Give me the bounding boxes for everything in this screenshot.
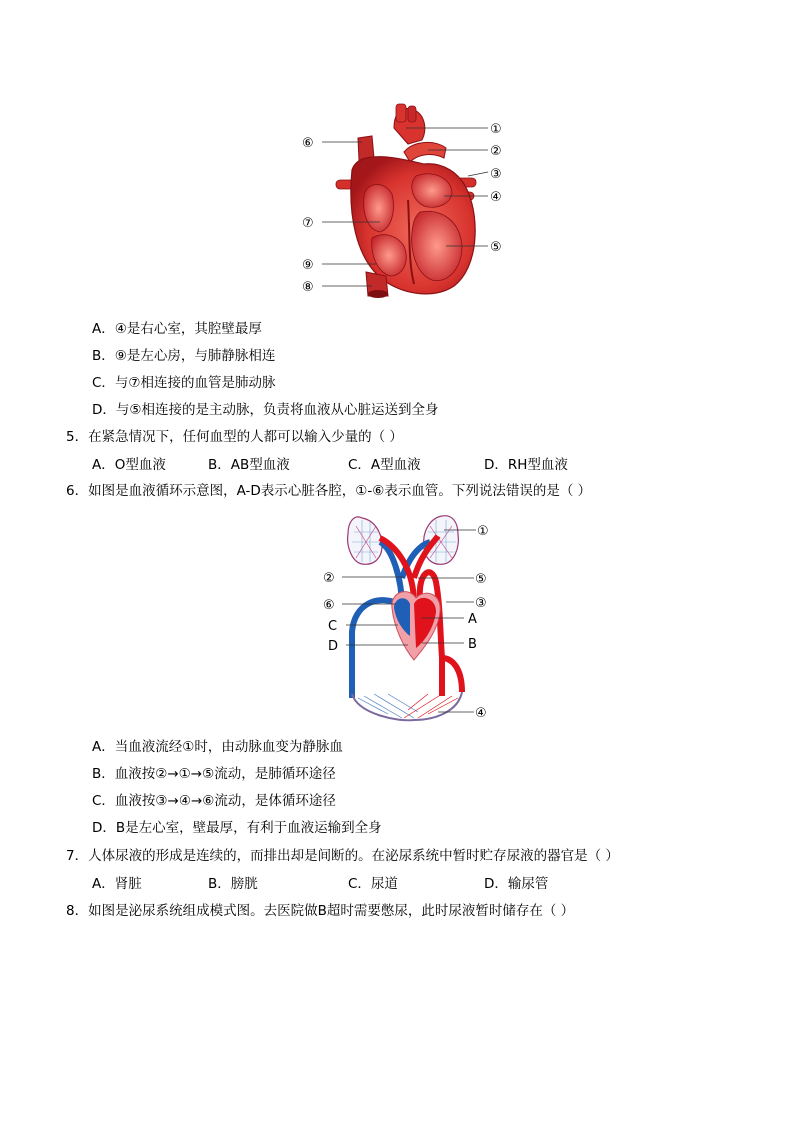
heart-label-3: ③	[490, 167, 502, 182]
q5-option-d: D．RH型血液	[484, 457, 568, 473]
circ-label-b: B	[468, 637, 477, 652]
q7-option-a: A．肾脏	[92, 876, 142, 892]
aorta-branch	[396, 104, 406, 122]
q5-option-b: B．AB型血液	[208, 457, 290, 473]
circ-label-5: ⑤	[475, 572, 487, 587]
q5-option-a: A．O型血液	[92, 457, 166, 473]
circ-label-d: D	[328, 639, 339, 654]
circ-label-6: ⑥	[323, 598, 335, 613]
heart-label-2: ②	[490, 144, 502, 159]
circulation-diagram	[318, 508, 498, 724]
q7-stem: 7．人体尿液的形成是连续的，而排出却是间断的。在泌尿系统中暂时贮存尿液的器官是（ ）	[66, 848, 619, 864]
q4-option-c: C．与⑦相连接的血管是肺动脉	[92, 375, 276, 391]
q4-option-b: B．⑨是左心房，与肺静脉相连	[92, 348, 276, 364]
heart-diagram	[296, 100, 526, 300]
q6-option-c: C．血液按③→④→⑥流动，是体循环途径	[92, 793, 336, 809]
heart-label-8: ⑧	[302, 280, 314, 295]
q4-option-a: A．④是右心室，其腔壁最厚	[92, 321, 262, 337]
pulmonary-artery	[404, 142, 446, 162]
q6-option-a: A．当血液流经①时，由动脉血变为静脉血	[92, 739, 343, 755]
heart-label-6: ⑥	[302, 136, 314, 151]
heart-label-1: ①	[490, 122, 502, 137]
q5-stem: 5．在紧急情况下，任何血型的人都可以输入少量的（ ）	[66, 429, 403, 445]
circ-label-c: C	[328, 619, 338, 634]
heart-label-4: ④	[490, 190, 502, 205]
circ-label-4: ④	[475, 706, 487, 721]
aorta-branch-2	[408, 106, 416, 122]
circ-label-1: ①	[477, 524, 489, 539]
q7-option-b: B．膀胱	[208, 876, 258, 892]
heart-label-9: ⑨	[302, 258, 314, 273]
q6-stem: 6．如图是血液循环示意图，A-D表示心脏各腔，①-⑥表示血管。下列说法错误的是（ ）	[66, 483, 592, 499]
q8-stem: 8．如图是泌尿系统组成模式图。去医院做B超时需要憋尿，此时尿液暂时储存在（ ）	[66, 903, 575, 919]
circ-label-2: ②	[323, 571, 335, 586]
circ-label-3: ③	[475, 596, 487, 611]
q7-option-d: D．输尿管	[484, 876, 549, 892]
circ-label-a: A	[468, 612, 477, 627]
q6-option-b: B．血液按②→①→⑤流动，是肺循环途径	[92, 766, 336, 782]
q5-option-c: C．A型血液	[348, 457, 421, 473]
heart-label-5: ⑤	[490, 240, 502, 255]
q7-option-c: C．尿道	[348, 876, 398, 892]
q4-option-d: D．与⑤相连接的是主动脉，负责将血液从心脏运送到全身	[92, 402, 439, 418]
q6-option-d: D．B是左心室，壁最厚，有利于血液运输到全身	[92, 820, 382, 836]
heart-label-7: ⑦	[302, 216, 314, 231]
